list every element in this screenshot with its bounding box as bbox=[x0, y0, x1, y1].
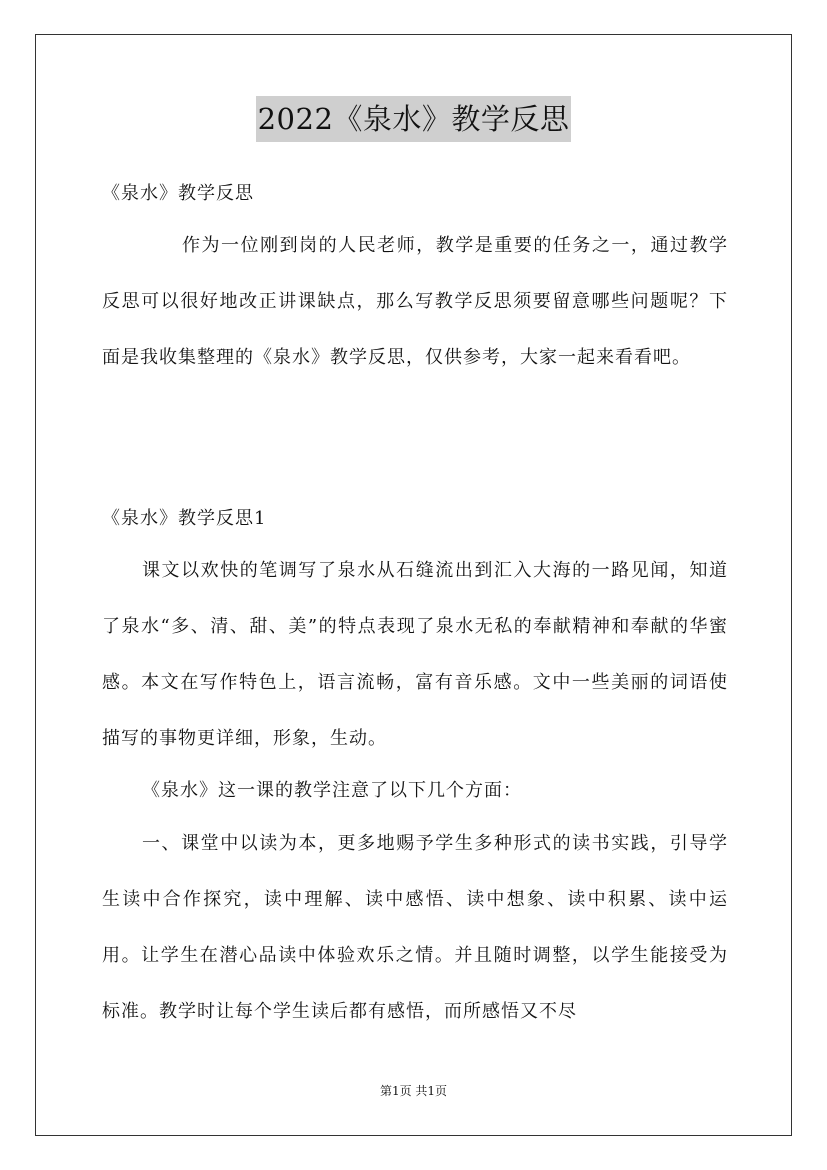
intro-paragraph: 作为一位刚到岗的人民老师，教学是重要的任务之一，通过教学反思可以很好地改正讲课缺点，那么写教学反思须要留意哪些问题呢？下面是我收集整理的《泉水》教学反思，仅供参考，大家一起来看看吧。 bbox=[102, 235, 728, 368]
section-heading: 《泉水》教学反思1 bbox=[102, 508, 267, 529]
paragraph-3: 一、课堂中以读为本，更多地赐予学生多种形式的读书实践，引导学生读中合作探究，读中理解、读中感悟、读中想象、读中积累、读中运用。让学生在潜心品读中体验欢乐之情。并且随时调整，以学生能接受为标准。教学时让每个学生读后都有感悟，而所感悟又不尽 bbox=[102, 833, 728, 1022]
title-container bbox=[0, 96, 827, 142]
document-title: 2022《泉水》教学反思 bbox=[256, 96, 572, 142]
paragraph-1: 课文以欢快的笔调写了泉水从石缝流出到汇入大海的一路见闻，知道了泉水“多、清、甜、美”的特点表现了泉水无私的奉献精神和奉献的华蜜感。本文在写作特色上，语言流畅，富有音乐感。文中一些美丽的词语使描写的事物更详细，形象，生动。 bbox=[102, 560, 728, 749]
page-footer: 第1页 共1页 bbox=[379, 1084, 448, 1098]
document-subtitle: 《泉水》教学反思 bbox=[102, 183, 254, 204]
paragraph-2: 《泉水》这一课的教学注意了以下几个方面： bbox=[142, 780, 522, 801]
